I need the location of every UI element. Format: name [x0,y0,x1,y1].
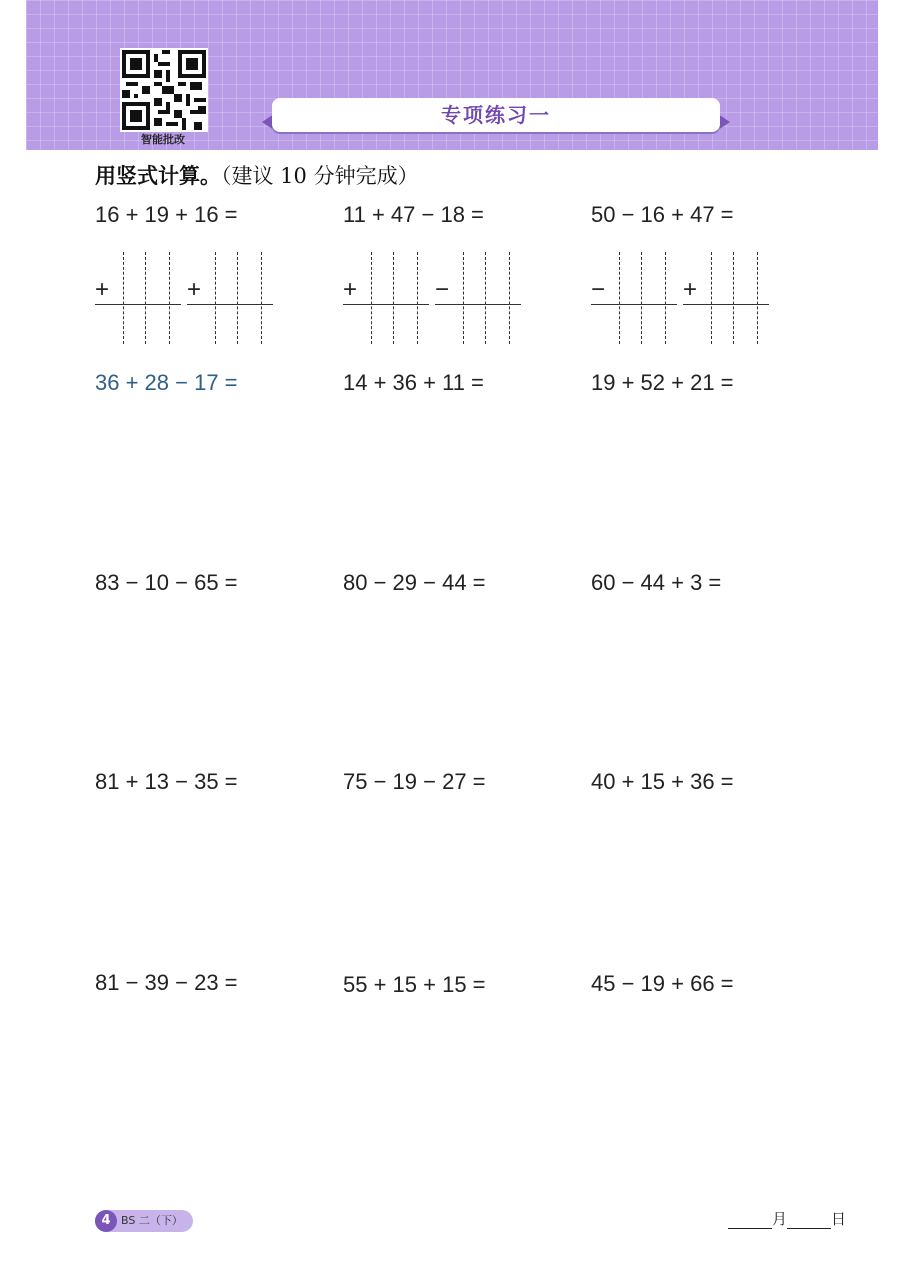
vertical-grid [435,252,521,344]
vertical-op: − [435,276,450,303]
month-label: 月 [772,1210,788,1228]
day-label: 日 [831,1210,847,1228]
vertical-op: + [187,276,202,303]
problem-3-2: 80 − 29 − 44 = [343,570,486,595]
problem-2-1 [95,370,238,396]
date-fill [728,1208,846,1229]
vertical-grid [591,252,677,344]
vertical-op: + [683,276,698,303]
vertical-grid [683,252,769,344]
problem-4-3: 40 + 15 + 36 = [591,769,734,794]
edition-label: BS 二（下） [121,1214,183,1227]
problem-5-3: 45 − 19 + 66 = [591,971,734,996]
problem-4-1: 81 + 13 − 35 = [95,769,238,794]
instruction-main: 用竖式计算。 [95,164,221,188]
problem-1-3: 50 − 16 + 47 = [591,202,734,227]
vertical-grid [95,252,181,344]
problem-3-1: 83 − 10 − 65 = [95,570,238,595]
day-blank[interactable] [787,1212,831,1229]
page-badge [95,1210,193,1232]
problem-5-1: 81 − 39 − 23 = [95,970,238,995]
problem-1-1: 16 + 19 + 16 = [95,202,238,227]
instruction-hint: （建议 10 分钟完成） [221,164,419,188]
problem-2-1-text: 36 + 28 − 17 = [95,370,238,395]
vertical-op: + [95,276,110,303]
problem-2-2: 14 + 36 + 11 = [343,370,484,395]
month-blank[interactable] [728,1212,772,1229]
problem-1-2: 11 + 47 − 18 = [343,202,484,227]
vertical-grid [343,252,429,344]
qr-label: 智能批改 [141,133,185,146]
problem-3-3: 60 − 44 + 3 = [591,570,722,595]
vertical-op: + [343,276,358,303]
problem-4-2: 75 − 19 − 27 = [343,769,486,794]
page-number: 4 [95,1210,117,1232]
page-title: 专项练习一 [272,98,720,132]
vertical-grid [187,252,273,344]
instruction [95,160,419,190]
problem-5-2: 55 + 15 + 15 = [343,972,486,997]
problem-2-3: 19 + 52 + 21 = [591,370,734,395]
vertical-op: − [591,276,606,303]
qr-code-icon[interactable] [120,48,208,132]
